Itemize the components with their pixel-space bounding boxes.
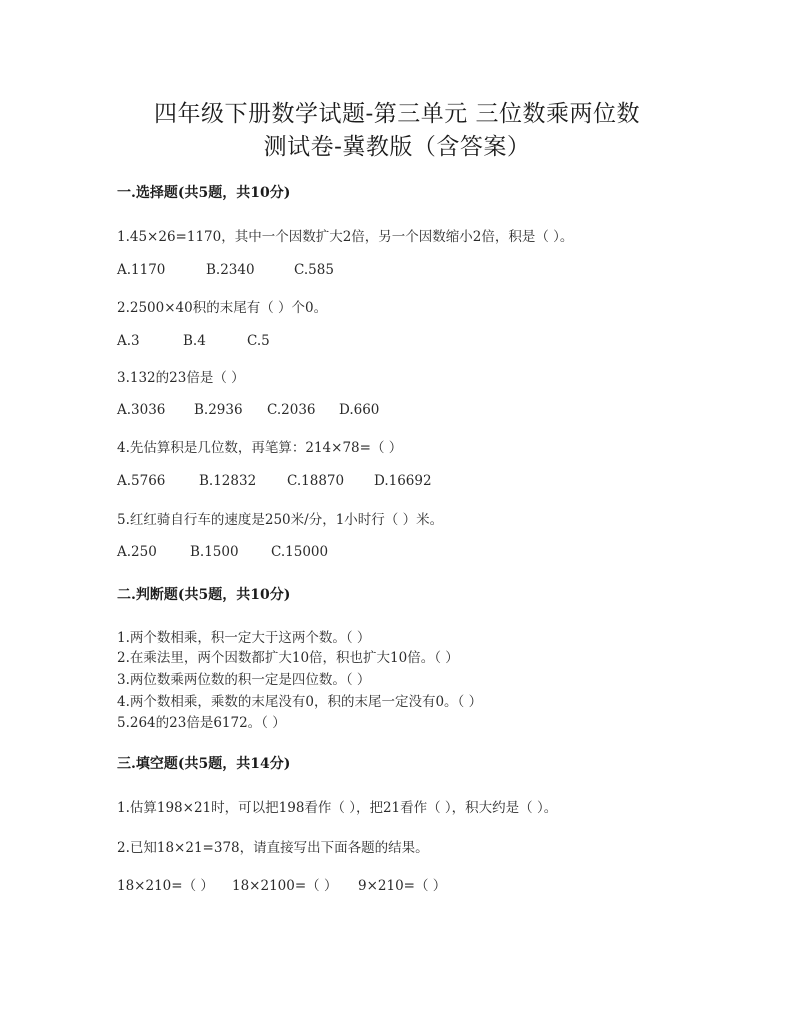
option: A.5766 <box>117 473 166 489</box>
option: B.12832 <box>199 473 257 489</box>
option: B.4 <box>183 333 206 349</box>
option: D.16692 <box>374 473 432 489</box>
option: A.250 <box>117 544 157 560</box>
section-heading-fill-blank: 三.填空题(共5题，共14分) <box>117 756 291 772</box>
option: C.585 <box>294 262 334 278</box>
question-text: 5.264的23倍是6172。（ ） <box>117 715 286 731</box>
option: 18×2100=（ ） <box>232 878 338 894</box>
question-text: 5.红红骑自行车的速度是250米/分，1小时行（ ）米。 <box>117 512 444 528</box>
section-heading-true-false: 二.判断题(共5题，共10分) <box>117 587 291 603</box>
option: C.5 <box>247 333 270 349</box>
question-text: 2.已知18×21=378，请直接写出下面各题的结果。 <box>117 840 429 856</box>
option: B.1500 <box>190 544 239 560</box>
option: C.18870 <box>287 473 345 489</box>
option: 18×210=（ ） <box>117 878 214 894</box>
question-text: 4.两个数相乘，乘数的末尾没有0，积的末尾一定没有0。（ ） <box>117 694 483 710</box>
option: D.660 <box>339 402 380 418</box>
question-text: 3.两位数乘两位数的积一定是四位数。（ ） <box>117 672 371 688</box>
option: A.3036 <box>117 402 166 418</box>
document-title-line-2: 测试卷-冀教版（含答案） <box>263 134 531 160</box>
question-text: 1.两个数相乘，积一定大于这两个数。（ ） <box>117 630 371 646</box>
document-title-line-1: 四年级下册数学试题-第三单元 三位数乘两位数 <box>153 101 641 127</box>
option: A.1170 <box>117 262 166 278</box>
option: 9×210=（ ） <box>358 878 447 894</box>
question-text: 4.先估算积是几位数，再笔算：214×78=（ ） <box>117 440 403 456</box>
option: B.2340 <box>206 262 255 278</box>
question-text: 2.在乘法里，两个因数都扩大10倍，积也扩大10倍。（ ） <box>117 650 459 666</box>
option: C.2036 <box>267 402 316 418</box>
question-text: 2.2500×40积的末尾有（ ）个0。 <box>117 300 328 316</box>
question-text: 1.45×26=1170，其中一个因数扩大2倍，另一个因数缩小2倍，积是（ ）。 <box>117 229 574 245</box>
option: A.3 <box>117 333 140 349</box>
section-heading-choice: 一.选择题(共5题，共10分) <box>117 185 291 201</box>
option: C.15000 <box>271 544 329 560</box>
question-text: 3.132的23倍是（ ） <box>117 370 245 386</box>
question-text: 1.估算198×21时，可以把198看作（ ），把21看作（ ），积大约是（ ）。 <box>117 800 558 816</box>
option: B.2936 <box>194 402 243 418</box>
